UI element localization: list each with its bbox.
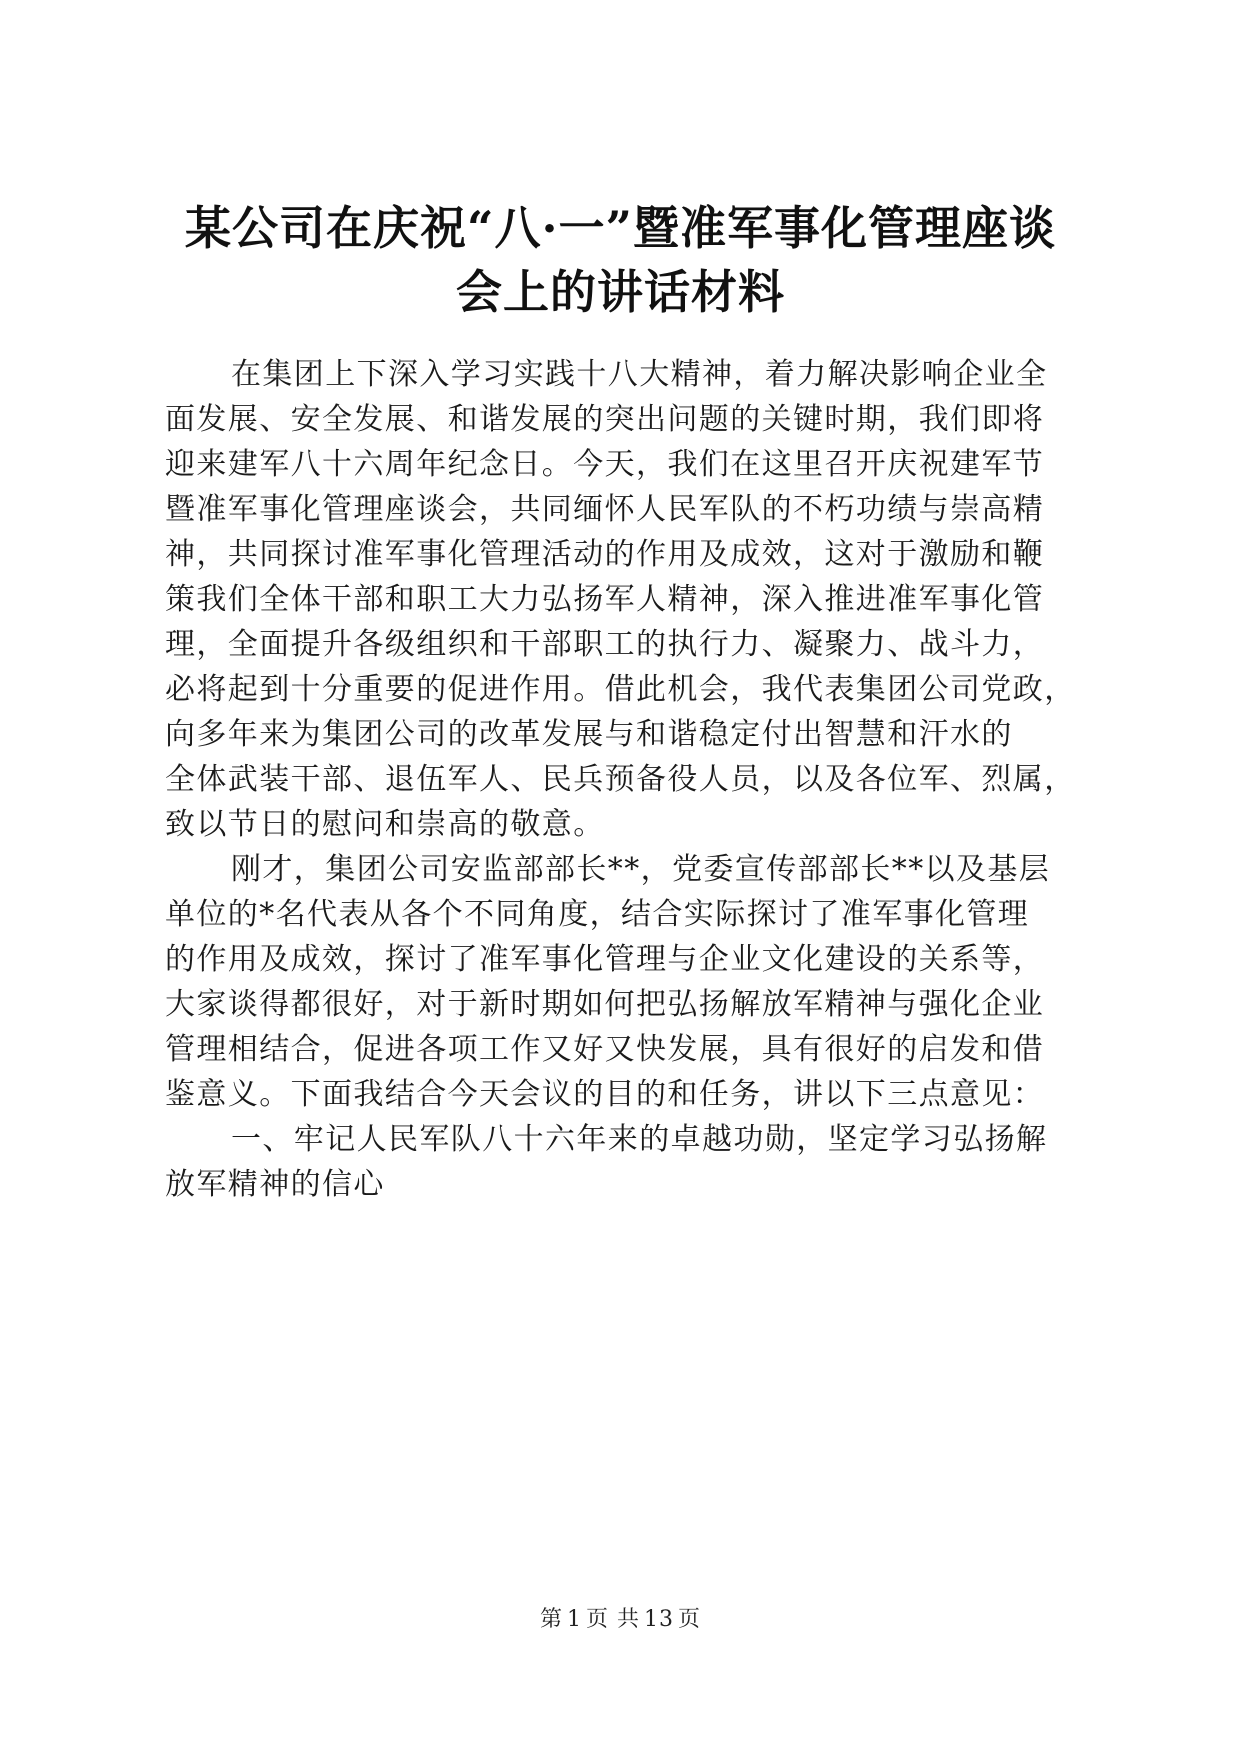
page-footer	[0, 1602, 1241, 1633]
document-body	[165, 352, 1080, 1207]
body-line: 在集团上下深入学习实践十八大精神，着力解决影响企业全	[231, 357, 1048, 392]
footer-total-pages: 13	[644, 1607, 674, 1632]
body-line: 面发展、安全发展、和谐发展的突出问题的关键时期，我们即将	[165, 402, 1045, 437]
body-line: 刚才，集团公司安监部部长**，党委宣传部部长**以及基层	[231, 852, 1051, 887]
section-heading-line: 一、牢记人民军队八十六年来的卓越功勋，坚定学习弘扬解	[231, 1122, 1048, 1157]
body-line: 单位的*名代表从各个不同角度，结合实际探讨了准军事化管理	[165, 897, 1030, 932]
body-line: 的作用及成效，探讨了准军事化管理与企业文化建设的关系等，	[165, 942, 1045, 977]
document-title	[150, 196, 1091, 324]
section-heading-line: 放军精神的信心	[165, 1167, 385, 1202]
body-line: 神，共同探讨准军事化管理活动的作用及成效，这对于激励和鞭	[165, 537, 1045, 572]
body-line: 鉴意义。下面我结合今天会议的目的和任务，讲以下三点意见：	[165, 1077, 1045, 1112]
body-line: 全体武装干部、退伍军人、民兵预备役人员，以及各位军、烈属，	[165, 762, 1076, 797]
body-line: 暨准军事化管理座谈会，共同缅怀人民军队的不朽功绩与崇高精	[165, 492, 1045, 527]
body-line: 策我们全体干部和职工大力弘扬军人精神，深入推进准军事化管	[165, 582, 1045, 617]
body-line: 迎来建军八十六周年纪念日。今天，我们在这里召开庆祝建军节	[165, 447, 1045, 482]
title-line-1: 某公司在庆祝“八·一”暨准军事化管理座谈	[185, 201, 1056, 255]
title-line-2: 会上的讲话材料	[456, 265, 785, 319]
footer-page-suffix: 页	[678, 1607, 702, 1632]
body-line: 大家谈得都很好，对于新时期如何把弘扬解放军精神与强化企业	[165, 987, 1045, 1022]
body-line: 致以节日的慰问和崇高的敬意。	[165, 807, 605, 842]
body-line: 向多年来为集团公司的改革发展与和谐稳定付出智慧和汗水的	[165, 717, 1013, 752]
footer-page-prefix: 第	[539, 1607, 563, 1632]
body-line: 必将起到十分重要的促进作用。借此机会，我代表集团公司党政，	[165, 672, 1076, 707]
body-line: 理，全面提升各级组织和干部职工的执行力、凝聚力、战斗力，	[165, 627, 1045, 662]
footer-page-number: 1	[567, 1607, 582, 1632]
body-line: 管理相结合，促进各项工作又好又快发展，具有很好的启发和借	[165, 1032, 1045, 1067]
footer-page-middle: 页 共	[586, 1607, 640, 1632]
